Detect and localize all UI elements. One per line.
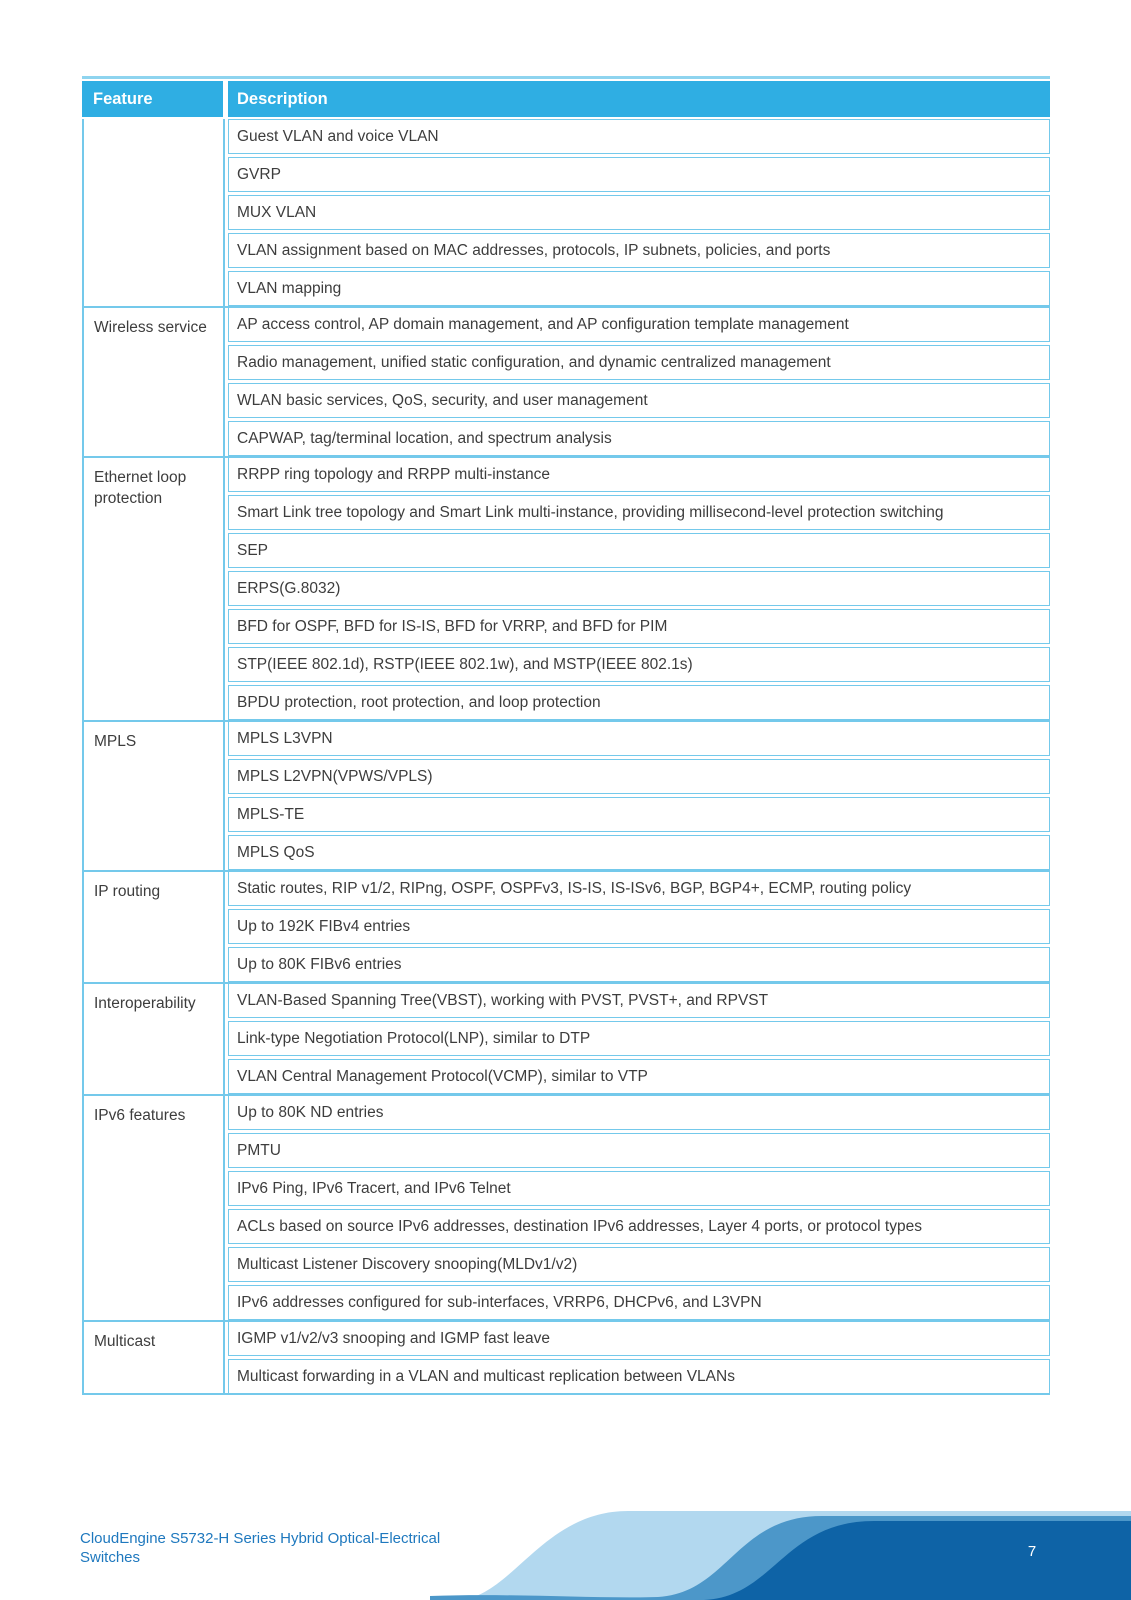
description-cell: Link-type Negotiation Protocol(LNP), similar to DTP xyxy=(228,1021,1050,1056)
feature-cell: IPv6 features xyxy=(84,1096,225,1320)
footer-product-line1: CloudEngine S5732-H Series Hybrid Optical-Electrical xyxy=(80,1530,441,1547)
description-rows xyxy=(225,1096,1050,1320)
description-rows xyxy=(225,872,1050,982)
description-cell: CAPWAP, tag/terminal location, and spectrum analysis xyxy=(228,421,1050,456)
description-cell: GVRP xyxy=(228,157,1050,192)
feature-cell: Interoperability xyxy=(84,984,225,1094)
description-cell: MPLS QoS xyxy=(228,835,1050,870)
feature-cell: Ethernet loop protection xyxy=(84,458,225,720)
footer-product-line2: Switches xyxy=(80,1549,141,1566)
description-cell: Multicast Listener Discovery snooping(MLDv1/v2) xyxy=(228,1247,1050,1282)
description-cell: MUX VLAN xyxy=(228,195,1050,230)
description-cell: Up to 80K FIBv6 entries xyxy=(228,947,1050,982)
description-cell: IPv6 Ping, IPv6 Tracert, and IPv6 Telnet xyxy=(228,1171,1050,1206)
description-cell: Radio management, unified static configuration, and dynamic centralized management xyxy=(228,345,1050,380)
table-section xyxy=(84,119,1050,306)
features-table xyxy=(82,76,1050,1395)
description-cell: VLAN assignment based on MAC addresses, protocols, IP subnets, policies, and ports xyxy=(228,233,1050,268)
description-cell: BFD for OSPF, BFD for IS-IS, BFD for VRRP, and BFD for PIM xyxy=(228,609,1050,644)
table-header-row xyxy=(82,81,1050,117)
description-cell: BPDU protection, root protection, and loop protection xyxy=(228,685,1050,720)
description-cell: WLAN basic services, QoS, security, and user management xyxy=(228,383,1050,418)
table-section xyxy=(84,456,1050,720)
feature-cell: MPLS xyxy=(84,722,225,870)
description-cell: MPLS-TE xyxy=(228,797,1050,832)
description-cell: VLAN-Based Spanning Tree(VBST), working with PVST, PVST+, and RPVST xyxy=(228,984,1050,1018)
page-number: 7 xyxy=(1027,1543,1037,1560)
table-section xyxy=(84,720,1050,870)
table-top-border xyxy=(82,76,1050,79)
description-cell: VLAN Central Management Protocol(VCMP), similar to VTP xyxy=(228,1059,1050,1094)
description-rows xyxy=(225,308,1050,456)
description-rows xyxy=(225,984,1050,1094)
description-cell: STP(IEEE 802.1d), RSTP(IEEE 802.1w), and MSTP(IEEE 802.1s) xyxy=(228,647,1050,682)
description-cell: PMTU xyxy=(228,1133,1050,1168)
description-cell: SEP xyxy=(228,533,1050,568)
table-section xyxy=(84,306,1050,456)
description-cell: ACLs based on source IPv6 addresses, destination IPv6 addresses, Layer 4 ports, or protocol types xyxy=(228,1209,1050,1244)
description-rows xyxy=(225,119,1050,306)
description-cell: Smart Link tree topology and Smart Link multi-instance, providing millisecond-level protection switching xyxy=(228,495,1050,530)
table-section xyxy=(84,1320,1050,1395)
feature-cell: IP routing xyxy=(84,872,225,982)
description-cell: AP access control, AP domain management, and AP configuration template management xyxy=(228,308,1050,342)
description-cell: ERPS(G.8032) xyxy=(228,571,1050,606)
description-column-header: Description xyxy=(228,81,1050,117)
description-rows xyxy=(225,722,1050,870)
table-section xyxy=(84,1094,1050,1320)
description-cell: MPLS L2VPN(VPWS/VPLS) xyxy=(228,759,1050,794)
description-rows xyxy=(225,1322,1050,1393)
description-cell: VLAN mapping xyxy=(228,271,1050,306)
description-rows xyxy=(225,458,1050,720)
feature-cell: Multicast xyxy=(84,1322,225,1393)
feature-cell xyxy=(84,119,225,306)
description-cell: RRPP ring topology and RRPP multi-instance xyxy=(228,458,1050,492)
feature-cell: Wireless service xyxy=(84,308,225,456)
description-cell: Guest VLAN and voice VLAN xyxy=(228,119,1050,154)
feature-column-header: Feature xyxy=(82,81,223,117)
description-cell: Multicast forwarding in a VLAN and multicast replication between VLANs xyxy=(228,1359,1050,1393)
description-cell: Up to 192K FIBv4 entries xyxy=(228,909,1050,944)
description-cell: Static routes, RIP v1/2, RIPng, OSPF, OSPFv3, IS-IS, IS-ISv6, BGP, BGP4+, ECMP, routing policy xyxy=(228,872,1050,906)
table-body xyxy=(82,119,1050,1395)
table-section xyxy=(84,870,1050,982)
description-cell: IPv6 addresses configured for sub-interfaces, VRRP6, DHCPv6, and L3VPN xyxy=(228,1285,1050,1320)
description-cell: Up to 80K ND entries xyxy=(228,1096,1050,1130)
description-cell: MPLS L3VPN xyxy=(228,722,1050,756)
footer-product-name xyxy=(80,1529,440,1567)
table-section xyxy=(84,982,1050,1094)
description-cell: IGMP v1/v2/v3 snooping and IGMP fast leave xyxy=(228,1322,1050,1356)
